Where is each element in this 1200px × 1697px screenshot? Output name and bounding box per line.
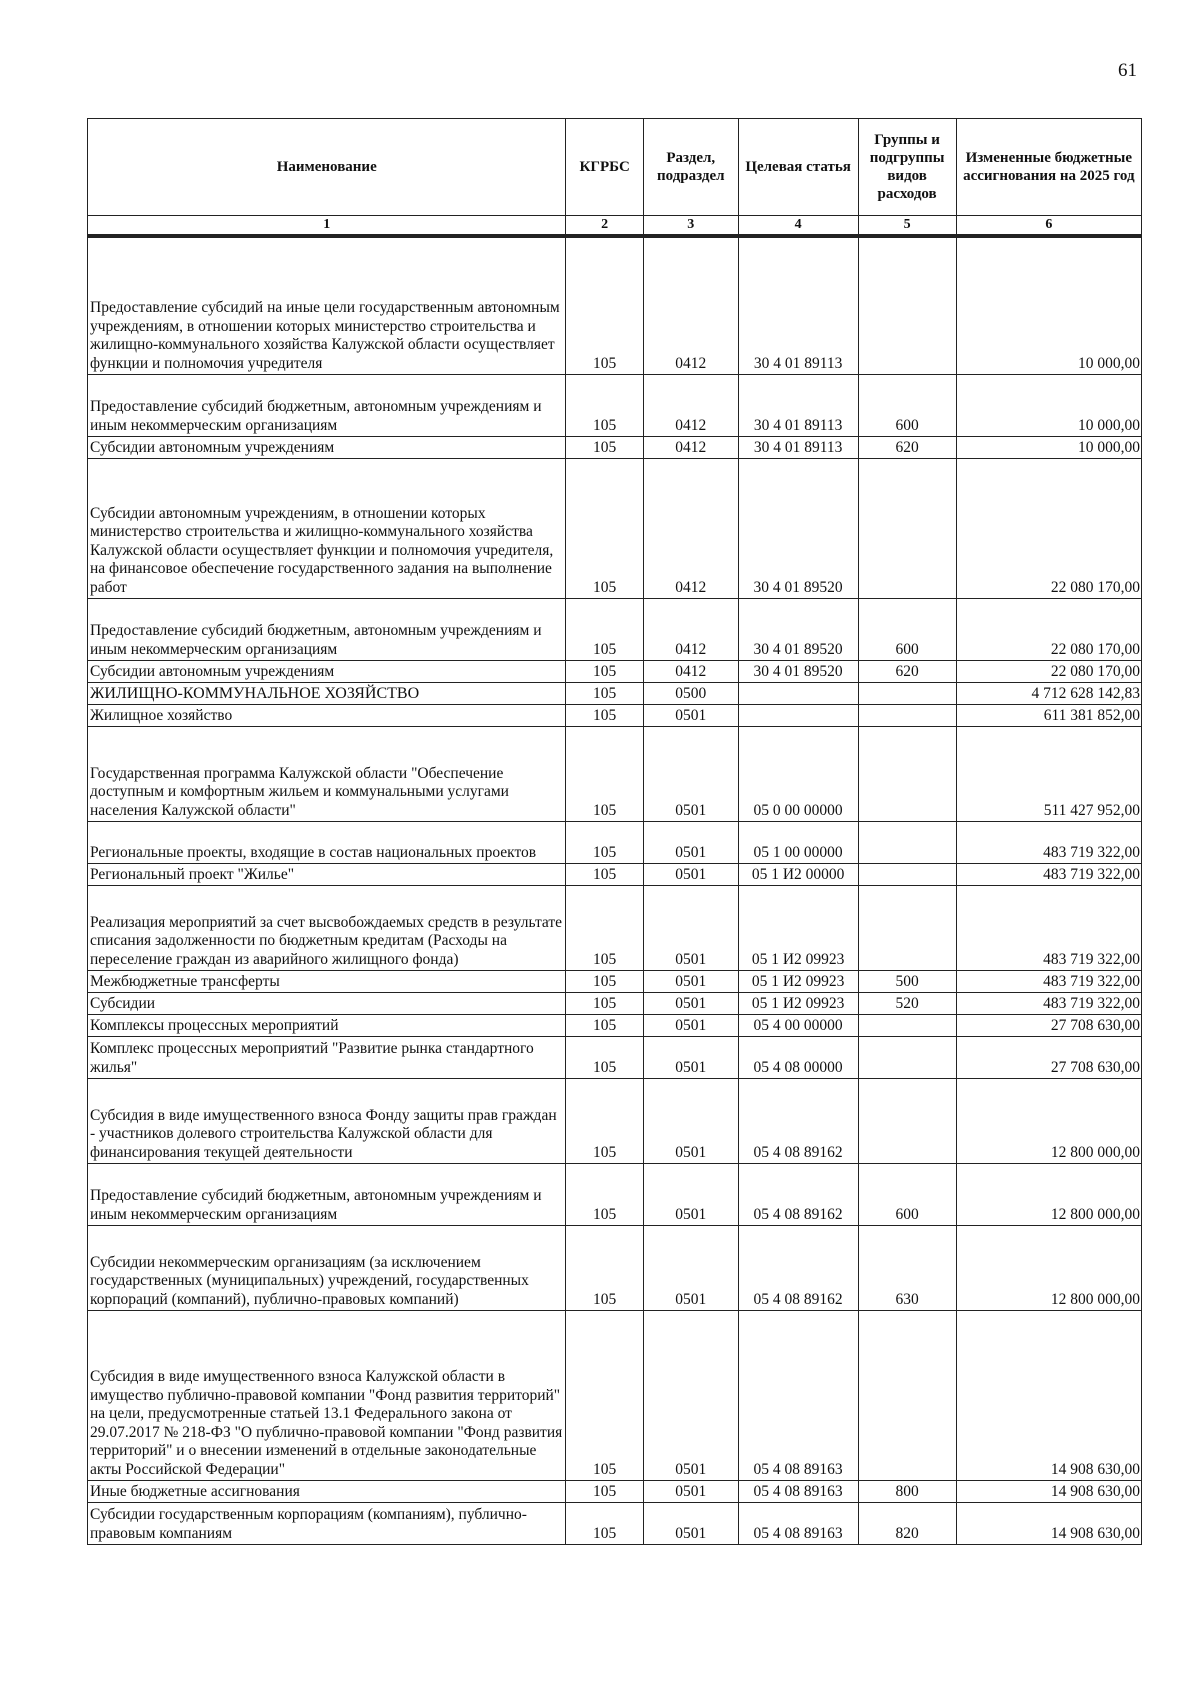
header-amount: Измененные бюджетные ассигнования на 2025 год [956,119,1141,216]
column-number: 1 [88,216,566,237]
cell-target: 05 4 08 89163 [738,1480,858,1502]
cell-section: 0501 [643,726,738,821]
cell-section: 0412 [643,236,738,374]
header-kgrbs: КГРБС [566,119,643,216]
table-row [88,704,1142,726]
cell-name: Региональные проекты, входящие в состав национальных проектов [88,821,566,863]
cell-group: 800 [858,1480,956,1502]
cell-section: 0412 [643,598,738,660]
cell-kgrbs: 105 [566,821,643,863]
cell-group [858,704,956,726]
cell-kgrbs: 105 [566,660,643,682]
cell-section: 0501 [643,704,738,726]
cell-section: 0501 [643,1480,738,1502]
table-row [88,236,1142,374]
cell-target: 05 4 08 89162 [738,1163,858,1225]
cell-name: Субсидии [88,992,566,1014]
table-row [88,1480,1142,1502]
table-row [88,1163,1142,1225]
cell-name: Предоставление субсидий на иные цели государственным автономным учреждениям, в отношении которых министерство строительства и жилищно-коммунального хозяйства Калужской области осуществляет функции и полномочия учредителя [88,236,566,374]
cell-group [858,1036,956,1078]
cell-group: 630 [858,1225,956,1310]
cell-group: 620 [858,660,956,682]
cell-kgrbs: 105 [566,374,643,436]
cell-kgrbs: 105 [566,458,643,598]
cell-kgrbs: 105 [566,236,643,374]
cell-target [738,704,858,726]
cell-name: Региональный проект "Жилье" [88,863,566,885]
cell-section: 0501 [643,1078,738,1163]
cell-group: 820 [858,1502,956,1544]
header-section: Раздел, подраздел [643,119,738,216]
column-number: 4 [738,216,858,237]
cell-target: 05 4 08 89163 [738,1310,858,1480]
cell-kgrbs: 105 [566,1480,643,1502]
cell-amount: 483 719 322,00 [956,863,1141,885]
cell-kgrbs: 105 [566,1078,643,1163]
cell-group [858,1310,956,1480]
header-target: Целевая статья [738,119,858,216]
cell-group [858,458,956,598]
cell-target: 05 4 08 89162 [738,1078,858,1163]
cell-amount: 4 712 628 142,83 [956,682,1141,704]
cell-target: 05 1 И2 09923 [738,970,858,992]
table-row [88,1225,1142,1310]
cell-kgrbs: 105 [566,726,643,821]
cell-group [858,726,956,821]
cell-target: 05 0 00 00000 [738,726,858,821]
header-groups: Группы и подгруппы видов расходов [858,119,956,216]
cell-target: 05 1 00 00000 [738,821,858,863]
cell-section: 0501 [643,970,738,992]
cell-group [858,863,956,885]
cell-amount: 12 800 000,00 [956,1225,1141,1310]
cell-name: ЖИЛИЩНО-КОММУНАЛЬНОЕ ХОЗЯЙСТВО [88,682,566,704]
cell-section: 0501 [643,1014,738,1036]
cell-amount: 483 719 322,00 [956,970,1141,992]
cell-section: 0501 [643,1036,738,1078]
cell-name: Субсидии автономным учреждениям [88,436,566,458]
cell-group [858,1078,956,1163]
table-row [88,863,1142,885]
cell-name: Предоставление субсидий бюджетным, автономным учреждениям и иным некоммерческим организациям [88,598,566,660]
table-row [88,682,1142,704]
cell-section: 0501 [643,1310,738,1480]
table-row [88,1310,1142,1480]
cell-kgrbs: 105 [566,704,643,726]
cell-amount: 22 080 170,00 [956,598,1141,660]
cell-kgrbs: 105 [566,970,643,992]
cell-name: Субсидия в виде имущественного взноса Калужской области в имущество публично-правовой компании "Фонд развития территорий" на цели, предусмотренные статьей 13.1 Федерального закона от 29.07.2017 № 218-ФЗ "О публично-правовой компании "Фонд развития территорий" и о внесении изменений в отдельные законодательные акты Российской Федерации" [88,1310,566,1480]
cell-amount: 10 000,00 [956,436,1141,458]
column-number: 3 [643,216,738,237]
cell-section: 0501 [643,821,738,863]
cell-amount: 14 908 630,00 [956,1310,1141,1480]
cell-kgrbs: 105 [566,1502,643,1544]
cell-amount: 10 000,00 [956,236,1141,374]
table-row [88,726,1142,821]
cell-target: 30 4 01 89520 [738,598,858,660]
cell-amount: 511 427 952,00 [956,726,1141,821]
cell-kgrbs: 105 [566,682,643,704]
cell-group [858,1014,956,1036]
cell-amount: 22 080 170,00 [956,660,1141,682]
cell-amount: 14 908 630,00 [956,1480,1141,1502]
table-row [88,970,1142,992]
cell-target: 05 4 08 89163 [738,1502,858,1544]
cell-name: Жилищное хозяйство [88,704,566,726]
cell-group [858,821,956,863]
cell-amount: 12 800 000,00 [956,1078,1141,1163]
column-number: 6 [956,216,1141,237]
table-row [88,885,1142,970]
cell-group: 600 [858,1163,956,1225]
cell-target: 05 4 08 89162 [738,1225,858,1310]
cell-name: Иные бюджетные ассигнования [88,1480,566,1502]
cell-target: 30 4 01 89113 [738,236,858,374]
cell-name: Комплекс процессных мероприятий "Развитие рынка стандартного жилья" [88,1036,566,1078]
cell-section: 0501 [643,992,738,1014]
cell-group: 620 [858,436,956,458]
table-row [88,1502,1142,1544]
page-number: 61 [1118,60,1137,81]
cell-name: Субсидии автономным учреждениям [88,660,566,682]
table-row [88,1036,1142,1078]
table-row [88,992,1142,1014]
table-row [88,660,1142,682]
cell-kgrbs: 105 [566,992,643,1014]
table-body [88,236,1142,1544]
cell-group: 520 [858,992,956,1014]
cell-target: 05 1 И2 09923 [738,992,858,1014]
cell-amount: 611 381 852,00 [956,704,1141,726]
cell-target: 30 4 01 89520 [738,458,858,598]
cell-target: 30 4 01 89113 [738,436,858,458]
cell-name: Межбюджетные трансферты [88,970,566,992]
table-row [88,821,1142,863]
cell-group [858,885,956,970]
cell-target: 05 1 И2 09923 [738,885,858,970]
table-row [88,458,1142,598]
cell-kgrbs: 105 [566,1036,643,1078]
cell-group: 600 [858,374,956,436]
cell-name: Субсидии некоммерческим организациям (за исключением государственных (муниципальных) учреждений, государственных корпораций (компаний), публично-правовых компаний) [88,1225,566,1310]
cell-group: 500 [858,970,956,992]
cell-kgrbs: 105 [566,1225,643,1310]
cell-amount: 14 908 630,00 [956,1502,1141,1544]
cell-target: 30 4 01 89113 [738,374,858,436]
cell-kgrbs: 105 [566,436,643,458]
cell-amount: 10 000,00 [956,374,1141,436]
cell-target: 05 4 08 00000 [738,1036,858,1078]
cell-target: 05 4 00 00000 [738,1014,858,1036]
cell-target [738,682,858,704]
table-row [88,598,1142,660]
cell-name: Государственная программа Калужской области "Обеспечение доступным и комфортным жильем и коммунальными услугами населения Калужской области" [88,726,566,821]
cell-target: 30 4 01 89520 [738,660,858,682]
cell-name: Реализация мероприятий за счет высвобождаемых средств в результате списания задолженности по бюджетным кредитам (Расходы на переселение граждан из аварийного жилищного фонда) [88,885,566,970]
cell-kgrbs: 105 [566,1310,643,1480]
cell-amount: 483 719 322,00 [956,992,1141,1014]
cell-kgrbs: 105 [566,885,643,970]
cell-kgrbs: 105 [566,1014,643,1036]
column-number: 2 [566,216,643,237]
cell-name: Предоставление субсидий бюджетным, автономным учреждениям и иным некоммерческим организациям [88,1163,566,1225]
cell-amount: 483 719 322,00 [956,821,1141,863]
cell-group [858,236,956,374]
cell-section: 0412 [643,374,738,436]
cell-group [858,682,956,704]
cell-name: Комплексы процессных мероприятий [88,1014,566,1036]
cell-group: 600 [858,598,956,660]
cell-name: Субсидии автономным учреждениям, в отношении которых министерство строительства и жилищно-коммунального хозяйства Калужской области осуществляет функции и полномочия учредителя, на финансовое обеспечение государственного задания на выполнение работ [88,458,566,598]
budget-table [87,118,1142,1545]
cell-amount: 483 719 322,00 [956,885,1141,970]
table-row [88,1078,1142,1163]
cell-section: 0412 [643,458,738,598]
cell-kgrbs: 105 [566,1163,643,1225]
cell-section: 0500 [643,682,738,704]
cell-section: 0501 [643,1163,738,1225]
cell-section: 0501 [643,1225,738,1310]
cell-name: Субсидии государственным корпорациям (компаниям), публично-правовым компаниям [88,1502,566,1544]
cell-amount: 27 708 630,00 [956,1014,1141,1036]
table-row [88,374,1142,436]
table-row [88,1014,1142,1036]
cell-kgrbs: 105 [566,598,643,660]
cell-section: 0412 [643,660,738,682]
cell-amount: 22 080 170,00 [956,458,1141,598]
cell-section: 0501 [643,885,738,970]
cell-name: Предоставление субсидий бюджетным, автономным учреждениям и иным некоммерческим организациям [88,374,566,436]
cell-section: 0412 [643,436,738,458]
cell-section: 0501 [643,863,738,885]
cell-kgrbs: 105 [566,863,643,885]
cell-target: 05 1 И2 00000 [738,863,858,885]
header-name: Наименование [88,119,566,216]
cell-name: Субсидия в виде имущественного взноса Фонду защиты прав граждан - участников долевого строительства Калужской области для финансирования текущей деятельности [88,1078,566,1163]
column-number: 5 [858,216,956,237]
cell-section: 0501 [643,1502,738,1544]
cell-amount: 27 708 630,00 [956,1036,1141,1078]
table-row [88,436,1142,458]
table-header [88,119,1142,237]
cell-amount: 12 800 000,00 [956,1163,1141,1225]
